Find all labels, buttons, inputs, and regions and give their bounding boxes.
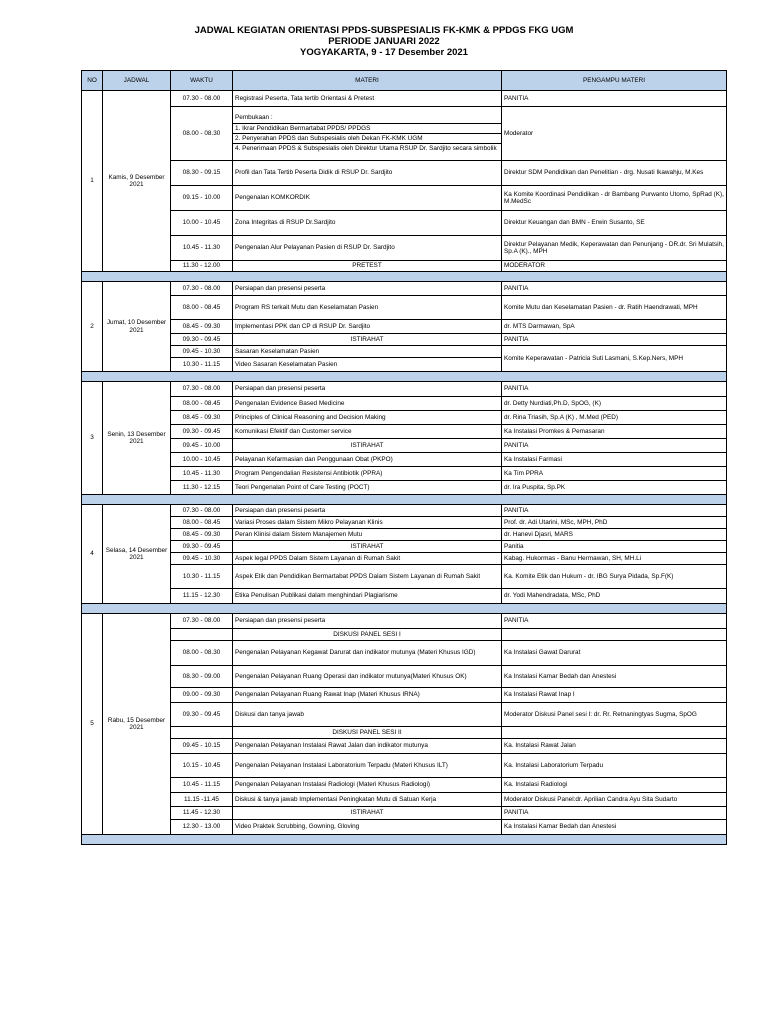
session-topic: PRETEST bbox=[233, 261, 502, 272]
speaker: Direktur SDM Pendidikan dan Penelitian - drg. Nusati Ikawahju, M.Kes bbox=[502, 161, 727, 186]
time-slot: 09.30 - 09.45 bbox=[171, 703, 233, 727]
session-topic: Program Pengendalian Resistensi Antibiotik (PPRA) bbox=[233, 467, 502, 481]
session-topic: Pelayanan Kefarmasian dan Penggunaan Obat (PKPO) bbox=[233, 453, 502, 467]
table-row bbox=[82, 261, 727, 272]
session-topic: Pengenalan Pelayanan Instalasi Radiologi (Materi Khusus Radiologi) bbox=[233, 778, 502, 793]
speaker: Moderator Diskusi Panel:dr. Aprilian Candra Ayu Sita Sudarto bbox=[502, 793, 727, 807]
session-topic: Video Praktek Scrubbing, Gowning, Gloving bbox=[233, 820, 502, 835]
table-row bbox=[82, 820, 727, 835]
time-slot: 09.45 - 10.15 bbox=[171, 739, 233, 754]
table-row bbox=[82, 529, 727, 541]
table-row bbox=[82, 727, 727, 739]
session-topic: Komunikasi Efektif dan Customer service bbox=[233, 425, 502, 439]
session-topic: Zona Integritas di RSUP Dr.Sardjito bbox=[233, 211, 502, 236]
time-slot: 08.30 - 09.00 bbox=[171, 666, 233, 688]
time-slot: 09.45 - 10.30 bbox=[171, 553, 233, 565]
speaker: dr. Yodi Mahendradata, MSc, PhD bbox=[502, 589, 727, 604]
speaker: Direktur Pelayanan Medik, Keperawatan dan Penunjang - DR.dr. Sri Mulatsih, Sp.A (K)., MPH bbox=[502, 236, 727, 261]
day-separator bbox=[82, 835, 727, 845]
session-topic: DISKUSI PANEL SESI I bbox=[233, 629, 502, 641]
speaker bbox=[502, 629, 727, 641]
session-topic: Sasaran Keselamatan Pasien bbox=[233, 346, 502, 358]
schedule-period: PERIODE JANUARI 2022 bbox=[328, 36, 440, 47]
time-slot: 11.15 -11.45 bbox=[171, 793, 233, 807]
time-slot: 07.30 - 08.00 bbox=[171, 91, 233, 107]
day-date: Jumat, 10 Desember 2021 bbox=[103, 282, 171, 372]
session-topic-line: 1. Ikrar Pendidikan Bermartabat PPDS/ PPDGS bbox=[233, 124, 501, 134]
table-row bbox=[82, 282, 727, 296]
speaker: PANITIA bbox=[502, 807, 727, 820]
schedule-title: JADWAL KEGIATAN ORIENTASI PPDS-SUBSPESIALIS FK-KMK & PPDGS FKG UGM bbox=[194, 25, 574, 36]
speaker: Ka Instalasi Kamar Bedah dan Anestesi bbox=[502, 820, 727, 835]
time-slot: 09.30 - 09.45 bbox=[171, 541, 233, 553]
time-slot: 10.00 - 10.45 bbox=[171, 453, 233, 467]
speaker: PANITIA bbox=[502, 334, 727, 346]
session-topic: Implementasi PPK dan CP di RSUP Dr. Sardjito bbox=[233, 320, 502, 334]
speaker: dr. Detty Nurdiati,Ph.D, SpOG, (K) bbox=[502, 397, 727, 411]
col-header-materi: MATERI bbox=[233, 71, 502, 91]
time-slot: 11.30 - 12.15 bbox=[171, 481, 233, 495]
speaker: Ka Komite Koordinasi Pendidikan - dr Bambang Purwanto Utomo, SpRad (K), M.MedSc bbox=[502, 186, 727, 211]
time-slot bbox=[171, 727, 233, 739]
session-topic bbox=[233, 107, 502, 161]
day-separator-cell bbox=[82, 372, 727, 382]
speaker: Moderator Diskusi Panel sesi I: dr. Rr. Retnaningtyas Sugma, SpOG bbox=[502, 703, 727, 727]
table-row bbox=[82, 334, 727, 346]
speaker: Ka Instalasi Rawat Inap I bbox=[502, 688, 727, 703]
table-row bbox=[82, 411, 727, 425]
speaker: Ka Instalasi Kamar Bedah dan Anestesi bbox=[502, 666, 727, 688]
table-row bbox=[82, 778, 727, 793]
table-row bbox=[82, 91, 727, 107]
table-row bbox=[82, 807, 727, 820]
speaker: Panitia bbox=[502, 541, 727, 553]
session-topic: Aspek legal PPDS Dalam Sistem Layanan di Rumah Sakit bbox=[233, 553, 502, 565]
table-row bbox=[82, 553, 727, 565]
table-row bbox=[82, 296, 727, 320]
session-topic: Pengenalan Evidence Based Medicine bbox=[233, 397, 502, 411]
speaker: Prof. dr. Adi Utarini, MSc, MPH, PhD bbox=[502, 517, 727, 529]
speaker: Ka. Instalasi Laboratorium Terpadu bbox=[502, 754, 727, 778]
speaker: dr. Hanevi Djasri, MARS bbox=[502, 529, 727, 541]
day-date: Senin, 13 Desember 2021 bbox=[103, 382, 171, 495]
table-row bbox=[82, 666, 727, 688]
session-topic: Persiapan dan presensi peserta bbox=[233, 614, 502, 629]
day-number: 5 bbox=[82, 614, 103, 835]
day-separator-cell bbox=[82, 272, 727, 282]
day-separator bbox=[82, 372, 727, 382]
session-topic: ISTIRAHAT bbox=[233, 807, 502, 820]
speaker: PANITIA bbox=[502, 505, 727, 517]
speaker: Komite Keperawatan - Patricia Suti Lasmani, S.Kep.Ners, MPH bbox=[502, 346, 727, 372]
session-topic: ISTIRAHAT bbox=[233, 439, 502, 453]
session-topic: Pengenalan Pelayanan Ruang Rawat Inap (Materi Khusus IRNA) bbox=[233, 688, 502, 703]
table-row bbox=[82, 397, 727, 411]
session-topic: Pengenalan Pelayanan Ruang Operasi dan indikator mutunya(Materi Khusus OK) bbox=[233, 666, 502, 688]
speaker: Ka Tim PPRA bbox=[502, 467, 727, 481]
time-slot: 10.00 - 10.45 bbox=[171, 211, 233, 236]
time-slot: 11.30 - 12.00 bbox=[171, 261, 233, 272]
session-topic: Teori Pengenalan Point of Care Testing (POCT) bbox=[233, 481, 502, 495]
time-slot: 11.45 - 12.30 bbox=[171, 807, 233, 820]
table-row bbox=[82, 517, 727, 529]
speaker: Moderator bbox=[502, 107, 727, 161]
time-slot: 08.45 - 09.30 bbox=[171, 529, 233, 541]
table-row bbox=[82, 425, 727, 439]
time-slot: 07.30 - 08.00 bbox=[171, 505, 233, 517]
col-header-no: NO bbox=[82, 71, 103, 91]
session-topic-line: 4. Penerimaan PPDS & Subspesialis oleh Direktur Utama RSUP Dr. Sardjito secara simbolik bbox=[235, 145, 497, 153]
time-slot: 07.30 - 08.00 bbox=[171, 382, 233, 397]
day-date: Kamis, 9 Desember 2021 bbox=[103, 91, 171, 272]
time-slot: 08.00 - 08.30 bbox=[171, 641, 233, 666]
speaker: Ka Instalasi Promkes & Pemasaran bbox=[502, 425, 727, 439]
table-row bbox=[82, 439, 727, 453]
day-separator bbox=[82, 604, 727, 614]
day-separator-cell bbox=[82, 835, 727, 845]
speaker: Ka Instalasi Farmasi bbox=[502, 453, 727, 467]
speaker: Ka. Komite Etik dan Hukum - dr. IBG Surya Pidada, Sp.F(K) bbox=[502, 565, 727, 589]
day-separator-cell bbox=[82, 604, 727, 614]
day-number: 3 bbox=[82, 382, 103, 495]
speaker: PANITIA bbox=[502, 439, 727, 453]
session-topic-line: 2. Penyerahan PPDS dan Subspesialis oleh Dekan FK-KMK UGM bbox=[233, 134, 501, 144]
table-row bbox=[82, 754, 727, 778]
table-row bbox=[82, 161, 727, 186]
session-topic: Variasi Proses dalam Sistem Mikro Pelayanan Klinis bbox=[233, 517, 502, 529]
table-row bbox=[82, 565, 727, 589]
session-topic: Persiapan dan presensi peserta bbox=[233, 505, 502, 517]
time-slot: 11.15 - 12.30 bbox=[171, 589, 233, 604]
speaker: PANITIA bbox=[502, 282, 727, 296]
col-header-pengampu: PENGAMPU MATERI bbox=[502, 71, 727, 91]
time-slot: 12.30 - 13.00 bbox=[171, 820, 233, 835]
speaker: PANITIA bbox=[502, 91, 727, 107]
speaker: dr. Rina Triasih, Sp.A (K) , M.Med (PED) bbox=[502, 411, 727, 425]
session-topic: Pengenalan Pelayanan Instalasi Laboratorium Terpadu (Materi Khusus ILT) bbox=[233, 754, 502, 778]
table-header-row bbox=[82, 71, 727, 91]
table-row bbox=[82, 793, 727, 807]
table-row bbox=[82, 703, 727, 727]
speaker: Komite Mutu dan Keselamatan Pasien - dr. Ratih Haendrawati, MPH bbox=[502, 296, 727, 320]
time-slot: 08.00 - 08.45 bbox=[171, 397, 233, 411]
time-slot: 09.30 - 09.45 bbox=[171, 334, 233, 346]
time-slot: 07.30 - 08.00 bbox=[171, 282, 233, 296]
session-topic: Diskusi dan tanya jawab bbox=[233, 703, 502, 727]
table-row bbox=[82, 453, 727, 467]
table-row bbox=[82, 382, 727, 397]
session-topic: Program RS terkait Mutu dan Keselamatan Pasien bbox=[233, 296, 502, 320]
time-slot: 08.00 - 08.45 bbox=[171, 517, 233, 529]
time-slot: 08.45 - 09.30 bbox=[171, 411, 233, 425]
day-separator bbox=[82, 272, 727, 282]
table-row bbox=[82, 346, 727, 358]
session-topic: Peran Klinisi dalam Sistem Manajemen Mutu bbox=[233, 529, 502, 541]
col-header-waktu: WAKTU bbox=[171, 71, 233, 91]
session-topic: ISTIRAHAT bbox=[233, 541, 502, 553]
speaker: Kabag. Hukormas - Banu Hermawan, SH, MH.Li bbox=[502, 553, 727, 565]
day-date: Rabu, 15 Desember 2021 bbox=[103, 614, 171, 835]
table-row bbox=[82, 107, 727, 161]
session-topic-line: Pembukaan : bbox=[233, 113, 501, 123]
time-slot bbox=[171, 629, 233, 641]
session-topic: Pengenalan KOMKORDIK bbox=[233, 186, 502, 211]
speaker bbox=[502, 727, 727, 739]
session-topic: Pengenalan Alur Pelayanan Pasien di RSUP Dr. Sardjito bbox=[233, 236, 502, 261]
table-row bbox=[82, 541, 727, 553]
time-slot: 10.30 - 11.15 bbox=[171, 358, 233, 372]
session-topic: Video Sasaran Keselamatan Pasien bbox=[233, 358, 502, 372]
time-slot: 08.45 - 09.30 bbox=[171, 320, 233, 334]
session-topic: ISTIRAHAT bbox=[233, 334, 502, 346]
time-slot: 10.15 - 10.45 bbox=[171, 754, 233, 778]
session-topic: DISKUSI PANEL SESI II bbox=[233, 727, 502, 739]
time-slot: 10.45 - 11.30 bbox=[171, 236, 233, 261]
table-row bbox=[82, 739, 727, 754]
day-number: 4 bbox=[82, 505, 103, 604]
table-row bbox=[82, 688, 727, 703]
speaker: MODERATOR bbox=[502, 261, 727, 272]
session-topic: Aspek Etik dan Pendidikan Bermartabat PPDS Dalam Sistem Layanan di Rumah Sakit bbox=[233, 565, 502, 589]
col-header-jadwal: JADWAL bbox=[103, 71, 171, 91]
day-number: 1 bbox=[82, 91, 103, 272]
session-topic: Diskusi & tanya jawab Implementasi Peningkatan Mutu di Satuan Kerja bbox=[233, 793, 502, 807]
time-slot: 08.00 - 08.30 bbox=[171, 107, 233, 161]
speaker: dr. Ira Puspita, Sp.PK bbox=[502, 481, 727, 495]
time-slot: 10.45 - 11.15 bbox=[171, 778, 233, 793]
speaker: Ka Instalasi Gawat Darurat bbox=[502, 641, 727, 666]
time-slot: 09.00 - 09.30 bbox=[171, 688, 233, 703]
speaker: PANITIA bbox=[502, 382, 727, 397]
table-row bbox=[82, 320, 727, 334]
speaker: dr. MTS Darmawan, SpA bbox=[502, 320, 727, 334]
session-topic: Etika Penulisan Publikasi dalam menghindari Plagiarisme bbox=[233, 589, 502, 604]
day-separator-cell bbox=[82, 495, 727, 505]
time-slot: 10.30 - 11.15 bbox=[171, 565, 233, 589]
schedule-table bbox=[81, 70, 727, 845]
speaker: PANITIA bbox=[502, 614, 727, 629]
speaker: Ka. Instalasi Radiologi bbox=[502, 778, 727, 793]
time-slot: 09.45 - 10.00 bbox=[171, 439, 233, 453]
time-slot: 07.30 - 08.00 bbox=[171, 614, 233, 629]
session-topic: Profil dan Tata Tertib Peserta Didik di RSUP Dr. Sardjito bbox=[233, 161, 502, 186]
time-slot: 09.15 - 10.00 bbox=[171, 186, 233, 211]
session-topic: Principles of Clinical Reasoning and Decision Making bbox=[233, 411, 502, 425]
table-row bbox=[82, 614, 727, 629]
speaker: Direktur Keuangan dan BMN - Erwin Susanto, SE bbox=[502, 211, 727, 236]
session-topic: Registrasi Peserta, Tata tertib Orientasi & Pretest bbox=[233, 91, 502, 107]
table-row bbox=[82, 641, 727, 666]
time-slot: 09.30 - 09.45 bbox=[171, 425, 233, 439]
table-row bbox=[82, 505, 727, 517]
table-row bbox=[82, 629, 727, 641]
speaker: Ka. Instalasi Rawat Jalan bbox=[502, 739, 727, 754]
time-slot: 09.45 - 10.30 bbox=[171, 346, 233, 358]
time-slot: 08.30 - 09.15 bbox=[171, 161, 233, 186]
session-topic: Pengenalan Pelayanan Kegawat Darurat dan indikator mutunya (Materi Khusus IGD) bbox=[233, 641, 502, 666]
table-row bbox=[82, 467, 727, 481]
table-row bbox=[82, 211, 727, 236]
table-row bbox=[82, 589, 727, 604]
day-separator bbox=[82, 495, 727, 505]
schedule-location-date: YOGYAKARTA, 9 - 17 Desember 2021 bbox=[300, 47, 468, 58]
table-row bbox=[82, 186, 727, 211]
time-slot: 08.00 - 08.45 bbox=[171, 296, 233, 320]
time-slot: 10.45 - 11.30 bbox=[171, 467, 233, 481]
session-topic: Persiapan dan presensi peserta bbox=[233, 282, 502, 296]
session-topic: Persiapan dan presensi peserta bbox=[233, 382, 502, 397]
day-date: Selasa, 14 Desember 2021 bbox=[103, 505, 171, 604]
table-row bbox=[82, 481, 727, 495]
session-topic: Pengenalan Pelayanan Instalasi Rawat Jalan dan indikator mutunya bbox=[233, 739, 502, 754]
table-row bbox=[82, 236, 727, 261]
day-number: 2 bbox=[82, 282, 103, 372]
schedule-body bbox=[82, 91, 727, 845]
